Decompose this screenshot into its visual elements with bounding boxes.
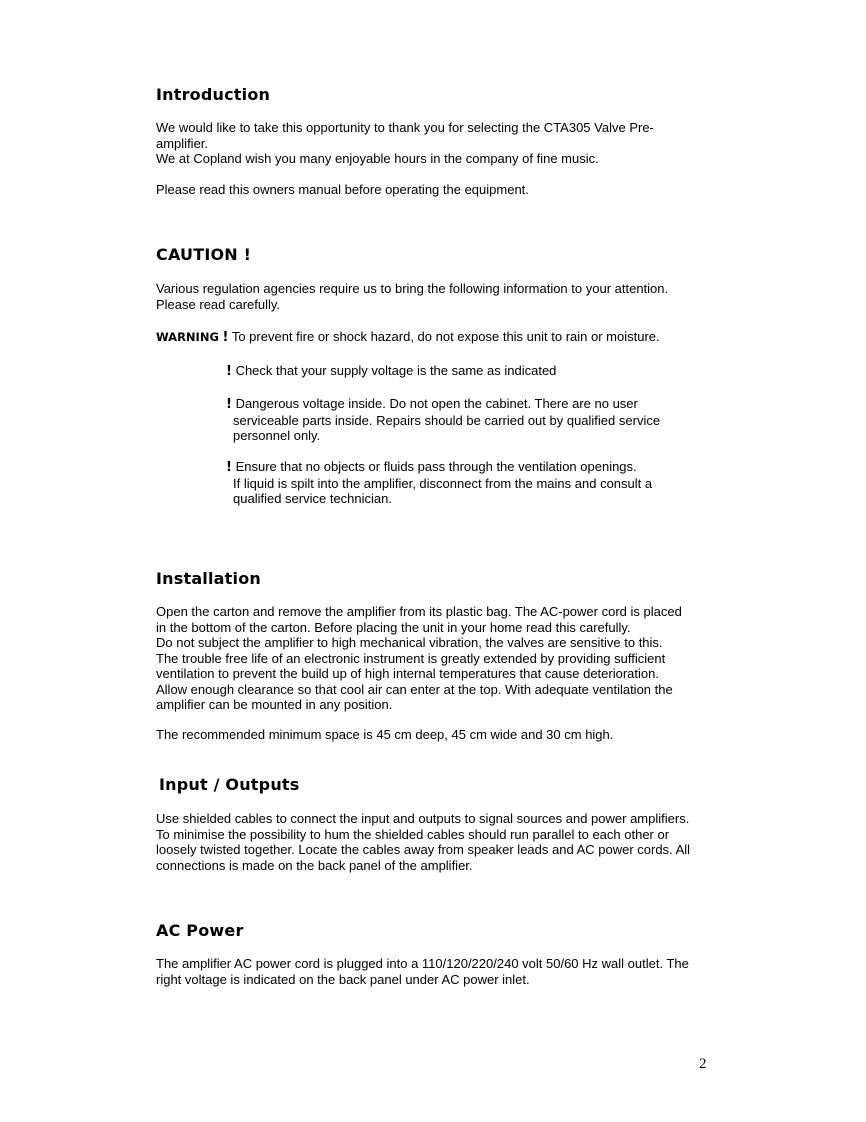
caution-item-text: qualified service technician.: [233, 491, 392, 506]
text-line: Allow enough clearance so that cool air can enter at the top. With adequate ventilation the: [156, 681, 673, 697]
introduction-heading: Introduction: [156, 85, 271, 104]
exclamation-icon: !: [226, 364, 232, 379]
text-line: Use shielded cables to connect the input and outputs to signal sources and power amplifiers.: [156, 811, 690, 826]
text-line: We at Copland wish you many enjoyable hours in the company of fine music.: [156, 151, 599, 166]
installation-paragraph: [156, 604, 682, 713]
installation-space-note: The recommended minimum space is 45 cm deep, 45 cm wide and 30 cm high.: [156, 727, 614, 742]
caution-item: [226, 459, 652, 507]
introduction-paragraph: [156, 120, 654, 167]
caution-item: [226, 363, 556, 380]
text-line: amplifier can be mounted in any position.: [156, 697, 393, 712]
text-line: in the bottom of the carton. Before placing the unit in your home read this carefully.: [156, 619, 631, 635]
text-line: Various regulation agencies require us to bring the following information to your attention.: [156, 281, 669, 296]
warning-text: To prevent fire or shock hazard, do not expose this unit to rain or moisture.: [231, 329, 660, 344]
text-line: Do not subject the amplifier to high mechanical vibration, the valves are sensitive to this.: [156, 635, 663, 650]
caution-item: [226, 396, 660, 444]
caution-item-text: personnel only.: [233, 428, 321, 443]
text-line: The amplifier AC power cord is plugged into a 110/120/220/240 volt 50/60 Hz wall outlet. The: [156, 956, 689, 971]
text-line: amplifier.: [156, 135, 209, 151]
io-paragraph: [156, 811, 690, 873]
caution-item-text: serviceable parts inside. Repairs should be carried out by qualified service: [233, 412, 661, 428]
caution-item-text: Check that your supply voltage is the same as indicated: [235, 363, 557, 378]
text-line: The trouble free life of an electronic instrument is greatly extended by providing sufficient: [156, 650, 666, 666]
text-line: ventilation to prevent the build up of high internal temperatures that cause deterioration.: [156, 666, 659, 681]
caution-item-text: Dangerous voltage inside. Do not open the cabinet. There are no user: [235, 396, 638, 411]
text-line: To minimise the possibility to hum the shielded cables should run parallel to each other or: [156, 826, 670, 842]
introduction-note: Please read this owners manual before operating the equipment.: [156, 182, 529, 197]
caution-paragraph: [156, 281, 668, 312]
text-line: loosely twisted together. Locate the cables away from speaker leads and AC power cords. All: [156, 842, 691, 857]
text-line: connections is made on the back panel of the amplifier.: [156, 857, 473, 873]
warning-label: WARNING: [156, 330, 219, 344]
exclamation-icon: !: [226, 460, 232, 475]
ac-power-heading: AC Power: [156, 921, 244, 940]
page-number: 2: [699, 1056, 707, 1072]
caution-item-text: Ensure that no objects or fluids pass through the ventilation openings.: [235, 459, 637, 474]
text-line: Please read carefully.: [156, 296, 281, 312]
text-line: Open the carton and remove the amplifier from its plastic bag. The AC-power cord is placed: [156, 604, 682, 619]
text-line: We would like to take this opportunity to thank you for selecting the CTA305 Valve Pre-: [156, 120, 654, 135]
caution-heading: CAUTION !: [156, 245, 252, 264]
ac-power-paragraph: [156, 956, 689, 987]
caution-item-text: If liquid is spilt into the amplifier, disconnect from the mains and consult a: [233, 475, 653, 491]
io-heading: Input / Outputs: [159, 775, 300, 794]
warning-line: [156, 329, 660, 346]
installation-heading: Installation: [156, 569, 261, 588]
warning-exclamation-icon: !: [222, 330, 229, 345]
exclamation-icon: !: [226, 397, 232, 412]
text-line: right voltage is indicated on the back panel under AC power inlet.: [156, 971, 530, 987]
